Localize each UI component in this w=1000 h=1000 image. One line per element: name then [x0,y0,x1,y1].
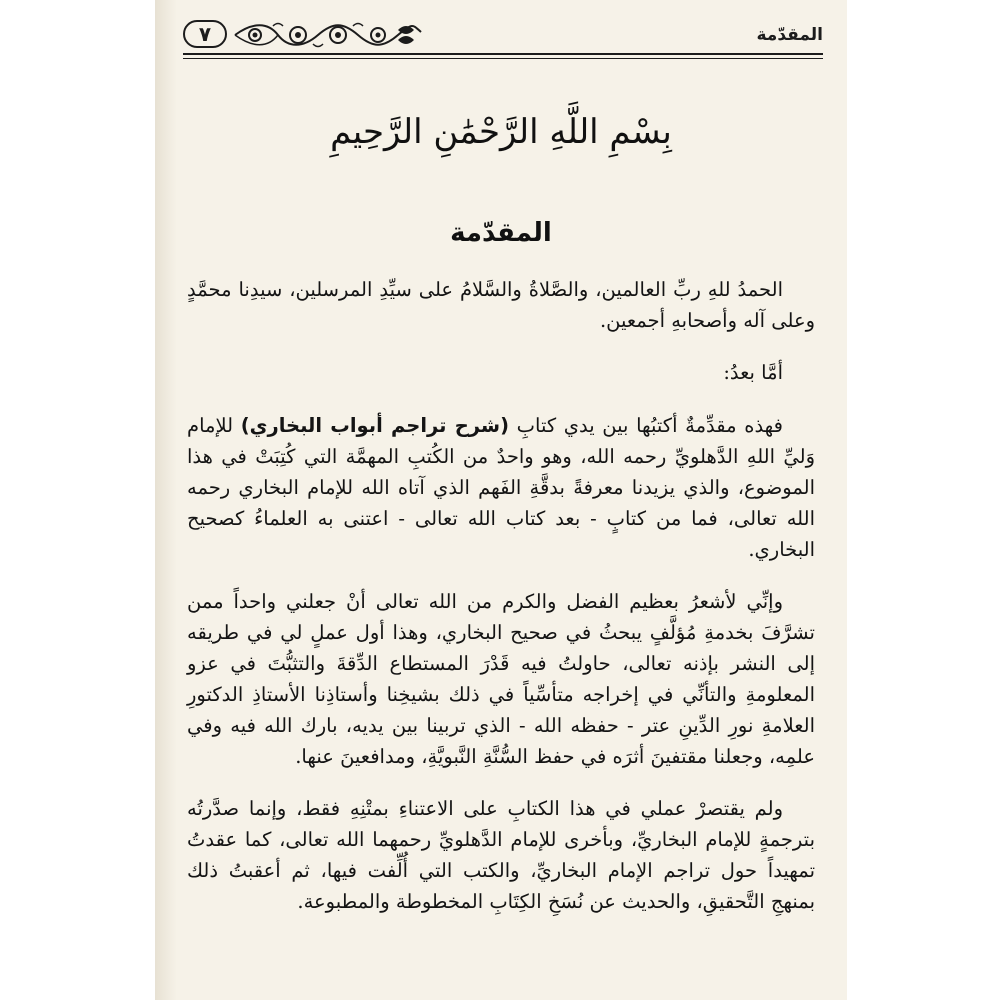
basmala: بِسْمِ اللَّهِ الرَّحْمَٰنِ الرَّحِيمِ [330,112,672,152]
page-header [183,20,823,50]
paragraph-prefix: فهذه مقدِّمةٌ أكتبُها بين يدي كتابِ [509,414,783,437]
paragraph: الحمدُ للهِ ربِّ العالمين، والصَّلاةُ والسَّلامُ على سيِّدِ المرسلين، سيدِنا محمَّدٍ وعلى آله وأصحابهِ أجمعين. [187,278,815,332]
page-number: ٧ [183,20,227,48]
paragraph [187,410,815,565]
paragraph: أمَّا بعدُ: [723,361,783,384]
book-title: (شرح تراجم أبواب البخاري) [240,414,509,437]
book-page [155,0,847,1000]
section-heading: المقدّمة [450,218,552,248]
body-text [187,274,815,938]
header-rule-thin [183,58,823,59]
header-rule-thick [183,53,823,55]
running-title: المقدّمة [756,25,823,45]
paragraph-text: للإمام وَليِّ اللهِ الدَّهلويِّ رحمه الله، وهو واحدٌ من الكُتبِ المهمَّة التي كُتِبَتْ في هذا الموضوع، والذي يزيدنا معرفةً بدقَّةِ الفَهم الذي آتاه الله للإمام البخاري رحمه الله تعالى، فما من كتابٍ - بعد كتاب الله تعالى - اعتنى به العلماءُ كصحيح البخاري. [187,414,815,561]
floral-ornament-icon [233,20,423,50]
paragraph: وإنِّي لأشعرُ بعظيم الفضل والكرم من الله تعالى أنْ جعلني واحداً ممن تشرَّفَ بخدمةِ مُؤلَّفٍ يبحثُ في صحيح البخاري، وهذا أول عملٍ لي في طريقه إلى النشر بإذنه تعالى، حاولتُ فيه قَدْرَ المستطاع الدِّقةَ والتثبُّتَ في عزو المعلومةِ والتأنِّي في إخراجه متأسِّياً في ذلك بشيخِنا وأستاذِنا الأستاذِ الدكتورِ العلامةِ نورِ الدِّينِ عتر - حفظه الله - الذي تربينا بين يديه، بارك الله فيه وفي علمِه، وجعلنا مقتفينَ أثرَه في حفظ السُّنَّةِ النَّبويَّةِ، ومدافعينَ عنها. [187,590,815,768]
paragraph: ولم يقتصرْ عملي في هذا الكتابِ على الاعتناءِ بمتْنِهِ فقط، وإنما صدَّرتُه بترجمةٍ للإمام البخاريِّ، وبأخرى للإمام الدَّهلويِّ رحمهما الله تعالى، كما عقدتُ تمهيداً حول تراجم الإمام البخاريِّ، والكتب التي أُلِّفت فيها، ثم أعقبتُ ذلك بمنهجِ التَّحقيقِ، والحديث عن نُسَخِ الكِتَابِ المخطوطة والمطبوعة. [187,797,815,913]
